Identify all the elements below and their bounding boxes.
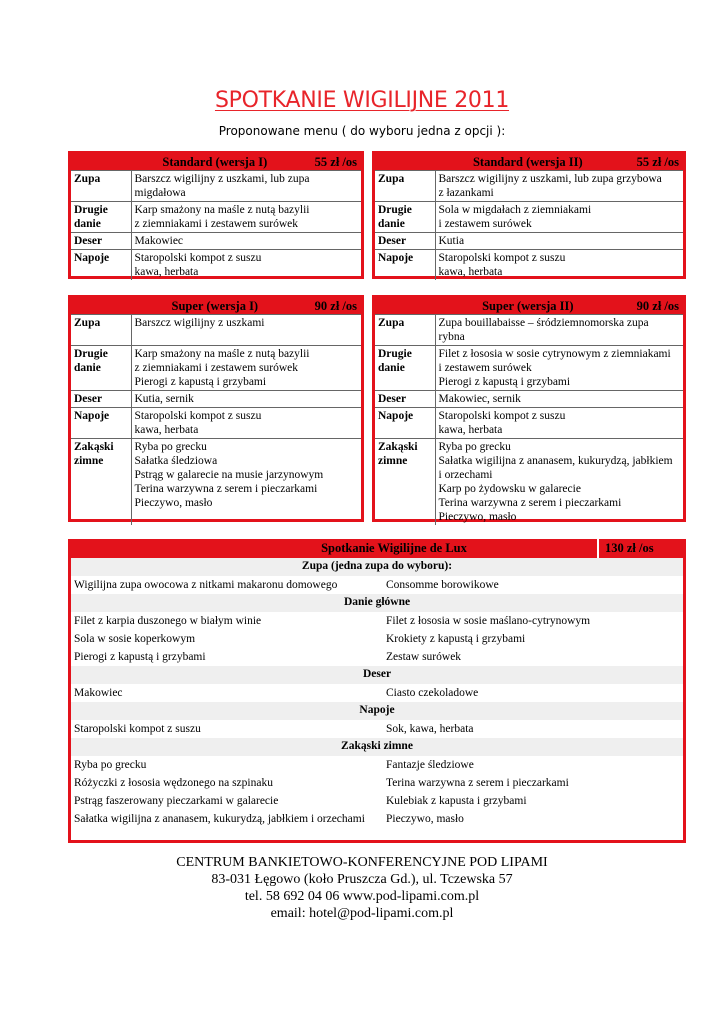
menu-course-label: Drugie danie	[375, 202, 435, 233]
menu-item: migdałowa	[134, 187, 186, 199]
menu-row	[71, 202, 361, 233]
footer-line-address: 83-031 Łęgowo (koło Pruszcza Gd.), ul. Tczewska 57	[211, 872, 513, 887]
menu-course-label: Drugie danie	[71, 346, 131, 391]
lux-section-title: Napoje	[71, 702, 683, 720]
menu-row	[375, 346, 683, 391]
menu-item: z ziemniakami i zestawem surówek	[134, 362, 298, 374]
menu-item: Barszcz wigilijny z uszkami	[134, 317, 265, 329]
menu-row	[375, 439, 683, 526]
lux-item: Consomme borowikowe	[386, 579, 499, 591]
lux-item: Sola w sosie koperkowym	[74, 633, 196, 645]
lux-row	[71, 684, 683, 702]
lux-item: Różyczki z łososia wędzonego na szpinaku	[74, 777, 273, 789]
menu-item: Sałatka śledziowa	[134, 455, 218, 467]
menu-course-items	[131, 315, 361, 346]
lux-row	[71, 630, 683, 648]
lux-section-title: Danie główne	[71, 594, 683, 612]
menu-course-items	[131, 346, 361, 391]
lux-row	[71, 576, 683, 594]
menu-row	[71, 346, 361, 391]
lux-row	[71, 792, 683, 810]
menu-box	[372, 295, 686, 522]
menu-item	[135, 330, 359, 344]
menu-price: 55 zł /os	[636, 154, 679, 169]
lux-section-title: Zakąski zimne	[71, 738, 683, 756]
menu-item: Makowiec	[134, 235, 184, 247]
menu-item: Karp po żydowsku w galarecie	[438, 483, 581, 495]
menu-course-label: Deser	[71, 233, 131, 250]
menu-row	[375, 408, 683, 439]
menu-item: z ziemniakami i zestawem surówek	[134, 218, 298, 230]
menu-course-label: Napoje	[375, 408, 435, 439]
lux-item: Wigilijna zupa owocowa z nitkami makaronu domowego	[74, 579, 338, 591]
menu-box	[372, 151, 686, 279]
menu-item: Karp smażony na maśle z nutą bazylii	[134, 204, 310, 216]
menu-box	[68, 295, 364, 522]
menu-course-label: Zupa	[375, 315, 435, 346]
lux-section-title: Deser	[71, 666, 683, 684]
footer-line-email: email: hotel@pod-lipami.com.pl	[270, 906, 454, 921]
menu-header	[375, 154, 683, 170]
lux-row	[71, 756, 683, 774]
menu-name: Standard (wersja I)	[162, 154, 268, 169]
menu-item: Barszcz wigilijny z uszkami, lub zupa grzybowa	[438, 173, 662, 185]
menu-course-items	[435, 171, 683, 202]
menu-box	[68, 151, 364, 279]
lux-row	[71, 774, 683, 792]
menu-row	[375, 202, 683, 233]
menu-item: kawa, herbata	[134, 424, 199, 436]
menu-item: Ryba po grecku	[438, 441, 511, 453]
lux-item: Filet z karpia duszonego w białym winie	[74, 615, 262, 627]
menu-row	[71, 391, 361, 408]
menu-course-label: Napoje	[375, 250, 435, 281]
menu-course-label: Drugie danie	[375, 346, 435, 391]
menu-course-label: Zupa	[375, 171, 435, 202]
lux-item: Fantazje śledziowe	[386, 759, 474, 771]
menu-course-items	[435, 408, 683, 439]
lux-item: Ryba po grecku	[74, 759, 147, 771]
menu-item: Staropolski kompot z suszu	[134, 410, 262, 422]
menu-item: Kutia	[438, 235, 465, 247]
menu-header	[71, 298, 361, 314]
menu-course-label: Napoje	[71, 250, 131, 281]
menu-name: Standard (wersja II)	[472, 154, 583, 169]
menu-row	[375, 171, 683, 202]
lux-item: Pierogi z kapustą i grzybami	[74, 651, 206, 663]
menu-item: i zestawem surówek	[438, 362, 532, 374]
lux-item: Pstrąg faszerowany pieczarkami w galarecie	[74, 795, 279, 807]
menu-course-items	[435, 315, 683, 346]
menu-row	[71, 171, 361, 202]
menu-table	[375, 170, 683, 280]
menu-course-items	[131, 202, 361, 233]
menu-row	[71, 408, 361, 439]
menu-course-label: Zupa	[71, 315, 131, 346]
menu-item: Terina warzywna z serem i pieczarkami	[134, 483, 318, 495]
menu-item: i zestawem surówek	[438, 218, 532, 230]
menu-course-label: Deser	[375, 391, 435, 408]
lux-menu	[68, 539, 686, 843]
menu-item: Ryba po grecku	[134, 441, 207, 453]
menu-course-items	[435, 439, 683, 526]
menu-item: Pierogi z kapustą i grzybami	[134, 376, 267, 388]
menu-item: Staropolski kompot z suszu	[438, 410, 566, 422]
menu-item: Pieczywo, masło	[134, 497, 213, 509]
menu-course-items	[131, 233, 361, 250]
menu-price: 90 zł /os	[636, 298, 679, 313]
menu-course-items	[435, 233, 683, 250]
menu-price: 55 zł /os	[314, 154, 357, 169]
menu-row	[375, 250, 683, 281]
menu-course-label: Drugie danie	[71, 202, 131, 233]
lux-row	[71, 720, 683, 738]
menu-row	[375, 233, 683, 250]
menu-item: i orzechami	[438, 469, 493, 481]
menu-course-label: Zupa	[71, 171, 131, 202]
lux-menu-header	[71, 539, 683, 558]
menu-course-items	[131, 391, 361, 408]
lux-menu-name: Spotkanie Wigilijne de Lux	[71, 539, 597, 558]
lux-item: Sok, kawa, herbata	[386, 723, 474, 735]
lux-menu-price: 130 zł /os	[597, 539, 683, 558]
menu-item: z łazankami	[438, 187, 494, 199]
lux-item: Staropolski kompot z suszu	[74, 723, 201, 735]
menu-name: Super (wersja II)	[482, 298, 574, 313]
menu-course-items	[131, 250, 361, 281]
menu-item: Barszcz wigilijny z uszkami, lub zupa	[134, 173, 310, 185]
menu-table	[375, 314, 683, 525]
menu-row	[71, 315, 361, 346]
menu-item	[135, 510, 359, 524]
lux-item: Krokiety z kapustą i grzybami	[386, 633, 526, 645]
menu-table	[71, 314, 361, 525]
menu-header	[375, 298, 683, 314]
menu-item: Filet z łososia w sosie cytrynowym z ziemniakami	[438, 348, 671, 360]
page-title: SPOTKANIE WIGILIJNE 2011	[214, 88, 510, 113]
menu-row	[375, 315, 683, 346]
menu-course-items	[435, 346, 683, 391]
menu-course-items	[131, 439, 361, 526]
menu-item: kawa, herbata	[438, 266, 503, 278]
menu-course-label: Zakąski zimne	[375, 439, 435, 526]
menu-item: Pstrąg w galarecie na musie jarzynowym	[134, 469, 324, 481]
lux-menu-body	[71, 558, 683, 828]
menu-course-label: Deser	[375, 233, 435, 250]
lux-item: Zestaw surówek	[386, 651, 462, 663]
menu-row	[71, 250, 361, 281]
menu-course-label: Zakąski zimne	[71, 439, 131, 526]
menu-name: Super (wersja I)	[171, 298, 259, 313]
menu-course-items	[435, 250, 683, 281]
menu-row	[71, 439, 361, 526]
menu-course-items	[131, 408, 361, 439]
menu-item: rybna	[438, 331, 465, 343]
menu-course-items	[131, 171, 361, 202]
menu-price: 90 zł /os	[314, 298, 357, 313]
menu-item: kawa, herbata	[134, 266, 199, 278]
menu-course-items	[435, 202, 683, 233]
menu-item: Sola w migdałach z ziemniakami	[438, 204, 592, 216]
menu-row	[375, 391, 683, 408]
menu-course-label: Napoje	[71, 408, 131, 439]
menu-item: Staropolski kompot z suszu	[134, 252, 262, 264]
menu-item: Zupa bouillabaisse – śródziemnomorska zupa	[438, 317, 649, 329]
menu-header	[71, 154, 361, 170]
menu-course-label: Deser	[71, 391, 131, 408]
lux-section-title: Zupa (jedna zupa do wyboru):	[71, 558, 683, 576]
menu-item: Sałatka wigilijna z ananasem, kukurydzą, jabłkiem	[438, 455, 673, 467]
menu-item: Pieczywo, masło	[438, 511, 517, 523]
lux-item: Ciasto czekoladowe	[386, 687, 479, 699]
footer-contact	[0, 854, 724, 922]
menu-row	[71, 233, 361, 250]
menu-item: kawa, herbata	[438, 424, 503, 436]
footer-line-phone-web: tel. 58 692 04 06 www.pod-lipami.com.pl	[244, 889, 480, 904]
lux-row	[71, 612, 683, 630]
menu-item: Pierogi z kapustą i grzybami	[438, 376, 571, 388]
menu-item: Staropolski kompot z suszu	[438, 252, 566, 264]
lux-item: Kulebiak z kapusta i grzybami	[386, 795, 527, 807]
page-subtitle: Proponowane menu ( do wyboru jedna z opcji ):	[218, 124, 506, 138]
menu-item: Terina warzywna z serem i pieczarkami	[438, 497, 622, 509]
menu-item: Karp smażony na maśle z nutą bazylii	[134, 348, 310, 360]
lux-item: Terina warzywna z serem i pieczarkami	[386, 777, 569, 789]
lux-item: Makowiec	[74, 687, 123, 699]
lux-item: Filet z łososia w sosie maślano-cytrynowym	[386, 615, 591, 627]
menu-item: Makowiec, sernik	[438, 393, 521, 405]
lux-item: Sałatka wigilijna z ananasem, kukurydzą, jabłkiem i orzechami	[74, 813, 365, 825]
lux-row	[71, 810, 683, 828]
footer-line-name: CENTRUM BANKIETOWO-KONFERENCYJNE POD LIPAMI	[176, 855, 548, 870]
menu-table	[71, 170, 361, 280]
menu-course-items	[435, 391, 683, 408]
menu-item: Kutia, sernik	[134, 393, 194, 405]
lux-item: Pieczywo, masło	[386, 813, 464, 825]
lux-row	[71, 648, 683, 666]
